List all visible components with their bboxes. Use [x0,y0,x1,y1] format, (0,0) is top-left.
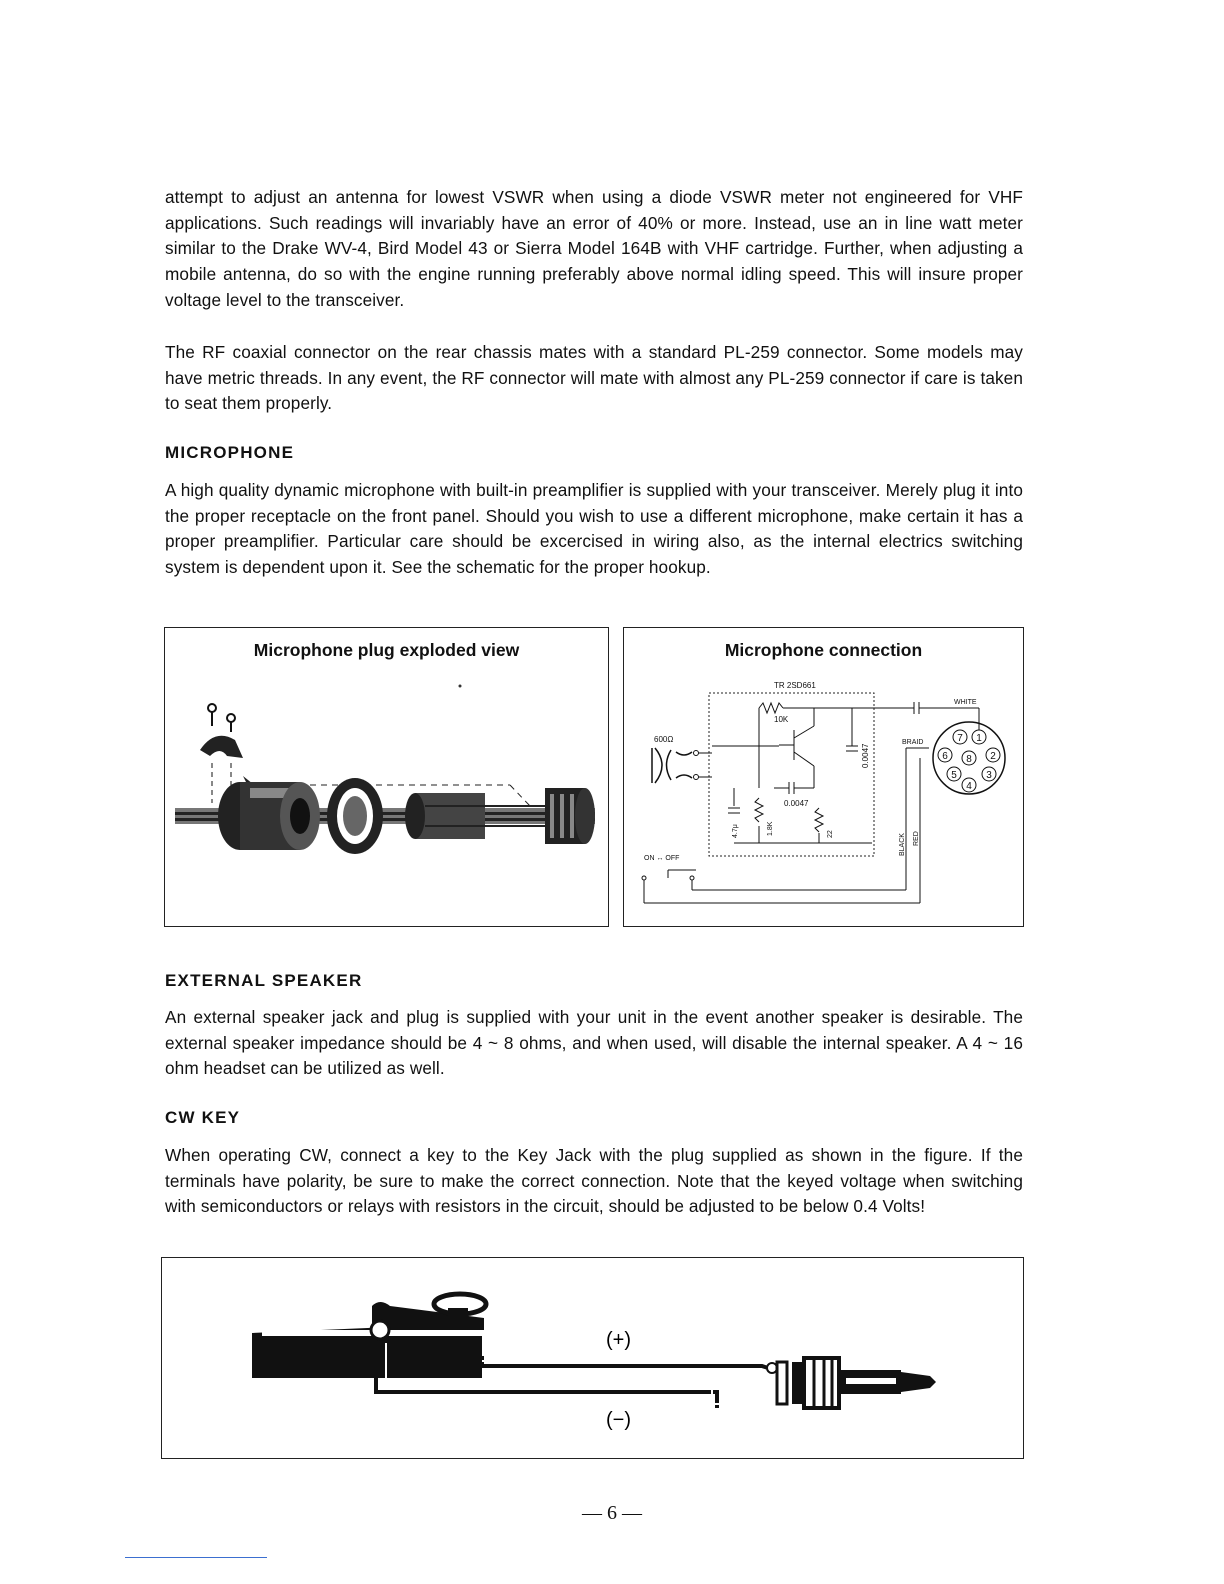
cw-key-drawing [162,1258,1025,1460]
paragraph-rf-connector: The RF coaxial connector on the rear chassis mates with a standard PL-259 connector. Some models may have metric threads. In any event, the RF connector will mate with almost any PL-259 connector if care is taken to seat them properly. [165,342,1023,414]
paragraph-cw-key: When operating CW, connect a key to the Key Jack with the plug supplied as shown in the figure. If the terminals have polarity, be sure to make the correct connection. Note that the keyed voltage when switching with semiconductors or relays with resistors in the circuit, should be adjusted to be below 0.4 Volts! [165,1145,1023,1217]
figure-microphone-connection [623,627,1024,927]
clamp-icon [200,736,243,758]
resistor-1-8k [755,798,763,822]
label-r-10k: 10K [774,715,789,724]
pin-1: 1 [976,733,982,744]
label-red: RED [913,831,920,846]
pin-2: 2 [990,751,996,762]
figure-title-connection: Microphone connection [724,640,923,660]
paragraph-vswr: attempt to adjust an antenna for lowest VSWR when using a diode VSWR meter not engineered for VHF applications. Such readings will invariably have an error of 40% or more. Instead, use an in line watt meter similar to the Drake WV-4, Bird Model 43 or Sierra Model 164B with VHF cartridge. Further, when adjusting a mobile antenna, do so with the engine running preferably above normal idling speed. This will insure proper voltage level to the transceiver. [165,187,1023,310]
heading-cw-key: CW KEY [165,1108,241,1127]
pin-7: 7 [957,733,963,744]
paragraph-microphone: A high quality dynamic microphone with built-in preamplifier is supplied with your transceiver. Merely plug it into the proper receptacle on the front panel. Should you wish to use a different microphone, make certain it has a proper preamplifier. Particular care should be excercised in wiring also, as the internal electrics switching system is dependent upon it. See the schematic for the proper hookup. [165,480,1023,578]
paragraph-external-speaker: An external speaker jack and plug is supplied with your unit in the event another speaker is desirable. The external speaker impedance should be 4 ~ 8 ohms, and when used, will disable the internal speaker. A 4 ~ 16 ohm headset can be utilized as well. [165,1007,1023,1079]
label-black: BLACK [899,833,906,856]
key-plug [777,1358,936,1408]
heading-external-speaker: EXTERNAL SPEAKER [165,971,363,990]
figure-plug-exploded [164,627,609,927]
label-cap-horizontal: 0.0047 [784,799,809,808]
resistor-10k [759,703,783,713]
figure-title-plug: Microphone plug exploded view [253,640,520,660]
label-r-18k: 1.8K [767,821,774,836]
pin-8: 8 [966,754,972,765]
label-cap-vertical: 0.0047 [861,743,870,768]
label-plus: (+) [606,1329,631,1351]
label-impedance: 600Ω [654,735,674,744]
pin-3: 3 [986,770,992,781]
connector-head [545,788,595,844]
page-number: — 6 — [582,1502,642,1524]
screw-icon [208,704,235,732]
knurled-ring [327,778,383,854]
label-braid: BRAID [902,739,924,746]
label-minus: (−) [606,1409,631,1431]
plug-exploded-drawing [165,628,610,928]
heading-microphone: MICROPHONE [165,443,295,462]
figure-cw-key [161,1257,1024,1459]
label-transistor: TR 2SD661 [774,681,816,690]
footer-rule [125,1557,267,1558]
microphone-element [652,748,692,783]
schematic-drawing [624,628,1025,928]
label-white: WHITE [954,699,977,706]
pin-5: 5 [951,770,957,781]
label-switch: ON ↔ OFF [644,855,680,862]
pin-6: 6 [942,751,948,762]
pin-4: 4 [966,781,972,792]
label-cap-4-7: 4.7μ [732,824,739,838]
resistor-22 [815,808,823,832]
plug-sleeve [218,782,320,850]
label-r-22: 22 [827,830,834,838]
